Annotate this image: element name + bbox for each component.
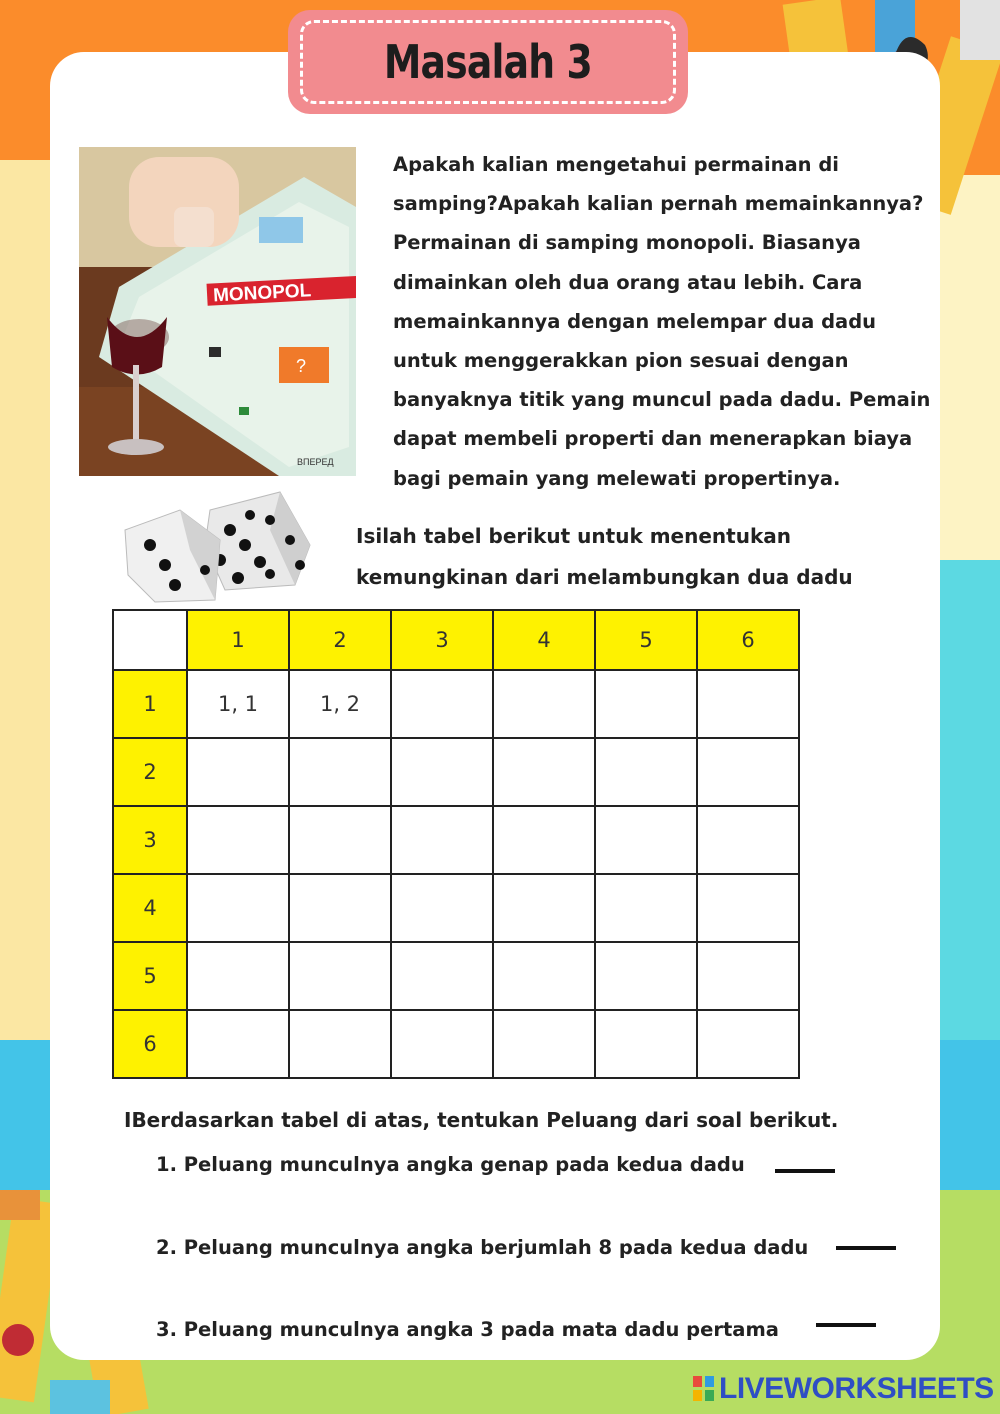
outcome-cell[interactable] <box>697 874 799 942</box>
answer-blank-2[interactable] <box>836 1246 896 1250</box>
row-header: 4 <box>113 874 187 942</box>
outcome-cell[interactable] <box>391 874 493 942</box>
table-instruction: Isilah tabel berikut untuk menentukan kemungkinan dari melambungkan dua dadu <box>356 524 853 589</box>
question-2: 2. Peluang munculnya angka berjumlah 8 pada kedua dadu <box>156 1236 809 1259</box>
table-row <box>113 670 799 738</box>
outcome-cell[interactable] <box>391 806 493 874</box>
outcome-cell[interactable] <box>187 874 289 942</box>
outcome-cell[interactable] <box>595 942 697 1010</box>
outcome-cell[interactable] <box>493 874 595 942</box>
outcome-cell[interactable]: 1, 1 <box>187 670 289 738</box>
outcome-cell[interactable] <box>595 738 697 806</box>
outcome-cell[interactable] <box>697 738 799 806</box>
questions-heading: IBerdasarkan tabel di atas, tentukan Peluang dari soal berikut. <box>124 1108 839 1132</box>
outcome-cell[interactable] <box>697 806 799 874</box>
outcome-cell[interactable] <box>187 942 289 1010</box>
outcome-cell[interactable] <box>493 806 595 874</box>
outcome-cell[interactable] <box>697 670 799 738</box>
row-header: 6 <box>113 1010 187 1078</box>
page-title: Masalah 3 <box>383 35 593 89</box>
liveworksheets-logo[interactable] <box>693 1372 994 1406</box>
outcome-cell[interactable] <box>391 1010 493 1078</box>
table-row <box>113 738 799 806</box>
dice-outcome-table <box>112 609 800 1079</box>
row-header: 5 <box>113 942 187 1010</box>
table-corner-cell <box>113 610 187 670</box>
title-banner <box>288 10 688 114</box>
column-header: 1 <box>187 610 289 670</box>
outcome-cell[interactable] <box>493 738 595 806</box>
row-header: 1 <box>113 670 187 738</box>
outcome-cell[interactable]: 1, 2 <box>289 670 391 738</box>
answer-blank-1[interactable] <box>775 1169 835 1173</box>
outcome-cell[interactable] <box>391 670 493 738</box>
outcome-cell[interactable] <box>187 738 289 806</box>
outcome-cell[interactable] <box>697 1010 799 1078</box>
column-header: 2 <box>289 610 391 670</box>
liveworksheets-brand-text: LIVEWORKSHEETS <box>719 1372 994 1405</box>
column-header: 6 <box>697 610 799 670</box>
outcome-cell[interactable] <box>187 1010 289 1078</box>
outcome-cell[interactable] <box>595 670 697 738</box>
table-row <box>113 942 799 1010</box>
monopoly-photo <box>79 147 356 476</box>
column-header: 3 <box>391 610 493 670</box>
outcome-cell[interactable] <box>289 942 391 1010</box>
column-header: 4 <box>493 610 595 670</box>
outcome-cell[interactable] <box>187 806 289 874</box>
outcome-cell[interactable] <box>595 874 697 942</box>
question-1: 1. Peluang munculnya angka genap pada kedua dadu <box>156 1153 745 1176</box>
outcome-cell[interactable] <box>493 942 595 1010</box>
outcome-cell[interactable] <box>697 942 799 1010</box>
table-row <box>113 1010 799 1078</box>
board-label: MONOPOL <box>212 280 312 307</box>
outcome-cell[interactable] <box>493 670 595 738</box>
intro-paragraph: Apakah kalian mengetahui permainan di samping?Apakah kalian pernah memainkannya? Permainan di samping monopoli. Biasanya dimainkan oleh dua orang atau lebih. Cara memainkannya dengan melempar dua dadu untuk menggerakkan pion sesuai dengan banyaknya titik yang muncul pada dadu. Pemain dapat membeli properti dan menerapkan biaya bagi pemain yang melewati propertinya. <box>393 153 931 490</box>
outcome-cell[interactable] <box>289 806 391 874</box>
column-header: 5 <box>595 610 697 670</box>
outcome-cell[interactable] <box>289 874 391 942</box>
row-header: 3 <box>113 806 187 874</box>
dice-illustration <box>120 490 320 605</box>
outcome-cell[interactable] <box>595 806 697 874</box>
table-row <box>113 806 799 874</box>
outcome-cell[interactable] <box>391 738 493 806</box>
chance-card-symbol: ? <box>296 356 307 376</box>
outcome-cell[interactable] <box>391 942 493 1010</box>
board-corner-label: ВПЕРЕД <box>297 457 334 467</box>
outcome-cell[interactable] <box>289 738 391 806</box>
answer-blank-3[interactable] <box>816 1323 876 1327</box>
outcome-cell[interactable] <box>493 1010 595 1078</box>
outcome-cell[interactable] <box>595 1010 697 1078</box>
question-3: 3. Peluang munculnya angka 3 pada mata dadu pertama <box>156 1318 779 1341</box>
table-row <box>113 874 799 942</box>
outcome-cell[interactable] <box>289 1010 391 1078</box>
liveworksheets-logo-icon <box>693 1376 715 1402</box>
row-header: 2 <box>113 738 187 806</box>
